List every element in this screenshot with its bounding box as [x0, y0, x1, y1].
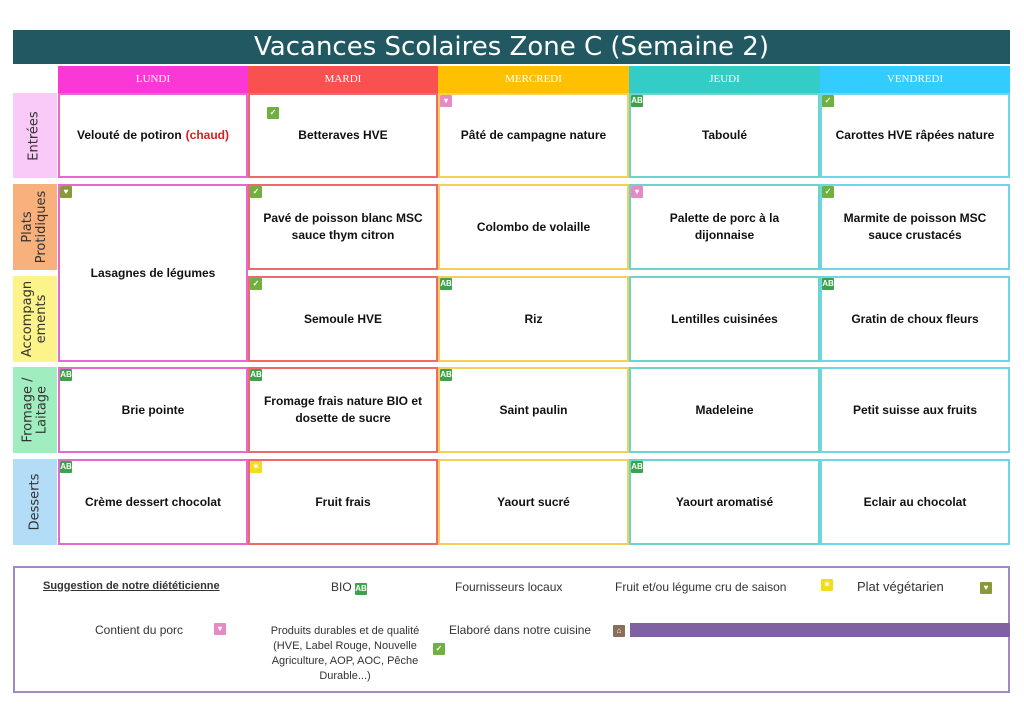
- menu-cell: [629, 93, 820, 178]
- menu-cell: [58, 93, 248, 178]
- menu-cell: [58, 459, 248, 545]
- legend-vege: Plat végétarien: [857, 579, 944, 594]
- dish-name: Madeleine: [695, 402, 754, 417]
- dish-name: Yaourt sucré: [497, 494, 570, 509]
- vegetarian-icon: ♥: [980, 582, 992, 594]
- porc-icon: ▾: [440, 95, 452, 107]
- bio-icon: AB: [631, 462, 643, 471]
- menu-cell: [248, 184, 438, 270]
- row-label-text: Accompagn ements: [20, 280, 50, 358]
- menu-cell: [629, 367, 820, 453]
- row-label: [13, 459, 57, 545]
- day-header: LUNDI: [58, 66, 248, 93]
- bio-icon: AB: [250, 370, 262, 379]
- row-label-text: Fromage / Laitage: [20, 377, 49, 443]
- row-label: [13, 93, 57, 178]
- dish-name: Crème dessert chocolat: [84, 494, 222, 509]
- dish-name: Gratin de choux fleurs: [851, 311, 979, 326]
- menu-cell: [248, 93, 438, 178]
- menu-cell: [58, 367, 248, 453]
- kitchen-icon: ⌂: [613, 625, 625, 637]
- bio-icon: AB: [60, 370, 72, 379]
- menu-cell: [629, 459, 820, 545]
- day-header: JEUDI: [629, 66, 820, 93]
- row-label: [13, 276, 57, 362]
- dish-name: Riz: [524, 311, 543, 326]
- menu-cell: [629, 276, 820, 362]
- dish-name: Semoule HVE: [303, 311, 383, 326]
- hve-icon: ✓: [822, 186, 834, 198]
- bio-icon: AB: [440, 279, 452, 288]
- menu-cell: [820, 367, 1010, 453]
- dish-name: Marmite de poisson MSC sauce crustacés: [843, 211, 987, 242]
- dish-name: Colombo de volaille: [476, 219, 591, 234]
- dish-name: Carottes HVE râpées nature: [835, 128, 995, 142]
- menu-cell: [58, 184, 248, 362]
- row-label-text: Entrées: [27, 110, 43, 161]
- hve-icon: ✓: [250, 278, 262, 290]
- menu-cell: [438, 184, 629, 270]
- day-header: MERCREDI: [438, 66, 629, 93]
- legend-bio: [331, 580, 367, 595]
- row-label: [13, 184, 57, 270]
- menu-cell: [248, 459, 438, 545]
- row-label: [13, 367, 57, 453]
- menu-cell: [820, 93, 1010, 178]
- row-label-text: Desserts: [27, 473, 42, 531]
- dish-name: Fruit frais: [315, 494, 371, 509]
- row-label-text: Plats Protidiques: [20, 190, 49, 264]
- dish-note: (chaud): [185, 128, 229, 142]
- dish-name: Lasagnes de légumes: [90, 265, 216, 280]
- menu-cell: [438, 459, 629, 545]
- hve-icon: ✓: [822, 95, 834, 107]
- menu-cell: [820, 184, 1010, 270]
- legend-durable: Produits durables et de qualité (HVE, Label Rouge, Nouvelle Agriculture, AOP, AOC, Pêche Durable...): [270, 625, 420, 682]
- bio-icon: AB: [355, 584, 367, 593]
- dish-name: Petit suisse aux fruits: [852, 402, 978, 417]
- menu-cell: [820, 276, 1010, 362]
- menu-cell: [820, 459, 1010, 545]
- hve-icon: ✓: [267, 107, 279, 119]
- fruit-icon: ✶: [821, 579, 833, 591]
- menu-cell: [248, 276, 438, 362]
- legend-bio-label: BIO: [331, 580, 352, 594]
- pork-icon: ▾: [214, 623, 226, 635]
- legend-color-bar: [630, 623, 1010, 637]
- legend-cuisine: Elaboré dans notre cuisine: [449, 623, 592, 637]
- menu-cell: [248, 367, 438, 453]
- dish-name: Velouté de potiron: [76, 128, 182, 142]
- vege-icon: ♥: [60, 186, 72, 198]
- day-header: MARDI: [248, 66, 438, 93]
- bio-icon: AB: [631, 96, 643, 105]
- dish-name: Pâté de campagne nature: [460, 128, 607, 142]
- legend-fruit: Fruit et/ou légume cru de saison: [615, 580, 787, 594]
- bio-icon: AB: [60, 462, 72, 471]
- menu-cell: [629, 184, 820, 270]
- dish-name: Palette de porc à la dijonnaise: [669, 211, 780, 242]
- legend-porc: Contient du porc: [95, 623, 184, 637]
- bio-icon: AB: [822, 279, 834, 288]
- bio-icon: AB: [440, 370, 452, 379]
- dish-name: Pavé de poisson blanc MSC sauce thym citron: [263, 211, 423, 242]
- dish-name: Brie pointe: [121, 402, 185, 417]
- dish-name: Taboulé: [701, 128, 748, 142]
- hve-icon: ✓: [433, 643, 445, 655]
- menu-cell: [438, 367, 629, 453]
- porc-icon: ▾: [631, 186, 643, 198]
- dish-name: Lentilles cuisinées: [671, 311, 778, 326]
- hve-icon: ✓: [250, 186, 262, 198]
- day-header: VENDREDI: [820, 66, 1010, 93]
- fruit-icon: ✶: [250, 461, 262, 473]
- page-title: Vacances Scolaires Zone C (Semaine 2): [13, 30, 1010, 64]
- legend-suggestion: Suggestion de notre diététicienne: [43, 580, 220, 592]
- dish-name: Saint paulin: [499, 402, 568, 417]
- legend-local: Fournisseurs locaux: [455, 580, 563, 594]
- legend: [13, 566, 1010, 693]
- menu-cell: [438, 93, 629, 178]
- dish-name: Fromage frais nature BIO et dosette de sucre: [263, 394, 423, 425]
- dish-name: Eclair au chocolat: [863, 494, 967, 509]
- dish-name: Yaourt aromatisé: [675, 494, 774, 509]
- menu-cell: [438, 276, 629, 362]
- dish-name: Betteraves HVE: [298, 128, 388, 142]
